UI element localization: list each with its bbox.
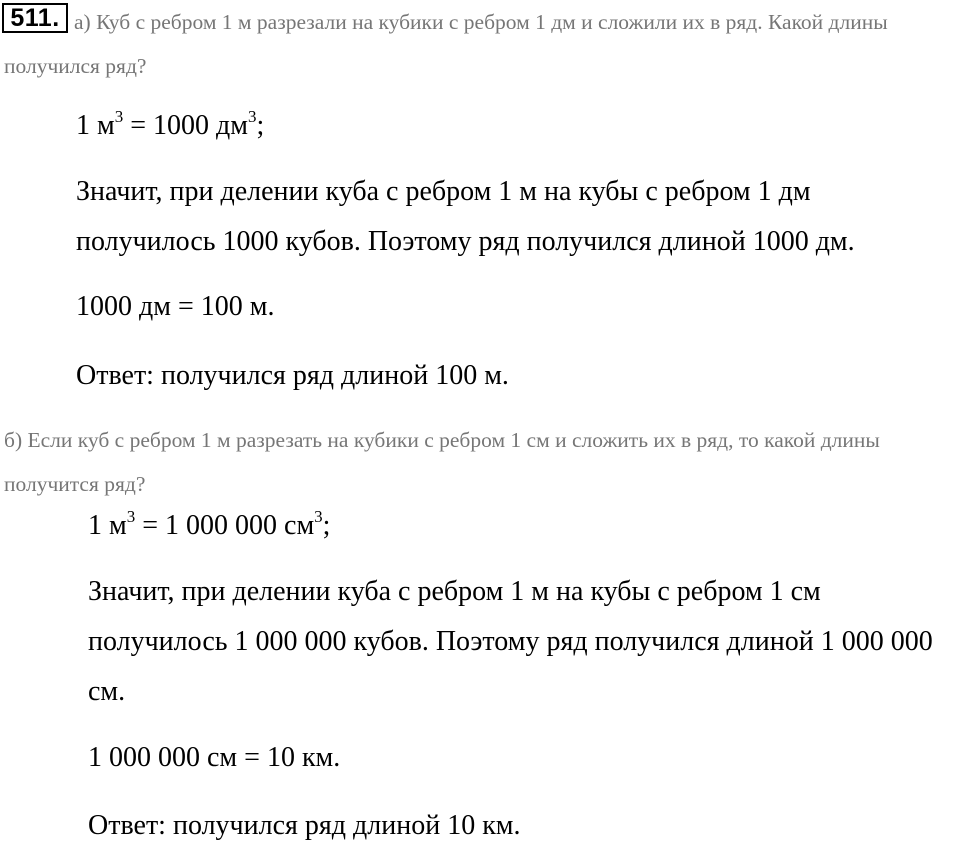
equation-b-middle: = 1 000 000 см — [135, 510, 315, 541]
equation-b-end: ; — [322, 510, 331, 541]
conversion-part-b: 1 000 000 см = 10 км. — [88, 742, 341, 773]
equation-a-left: 1 м — [76, 110, 115, 141]
equation-b-left: 1 м — [88, 510, 127, 541]
explanation-part-b: Значит, при делении куба с ребром 1 м на кубы с ребром 1 см получилось 1 000 000 кубов. Поэтому ряд получился длиной 1 000 000 см. — [88, 576, 933, 707]
equation-a-middle: = 1000 дм — [123, 110, 248, 141]
conversion-part-a: 1000 дм = 100 м. — [76, 291, 275, 322]
problem-number-box: 511. — [2, 3, 68, 33]
equation-b-exponent-1: 3 — [126, 507, 136, 526]
question-part-a: а) Куб с ребром 1 м разрезали на кубики с ребром 1 дм и сложили их в ряд. Какой длины получился ряд? — [4, 10, 888, 78]
answer-part-a: Ответ: получился ряд длиной 100 м. — [76, 360, 509, 391]
equation-b-exponent-2: 3 — [314, 507, 323, 526]
equation-a-exponent-2: 3 — [247, 107, 257, 126]
equation-part-b — [88, 509, 330, 543]
equation-part-a — [76, 109, 264, 143]
answer-part-b: Ответ: получился ряд длиной 10 км. — [88, 810, 521, 841]
explanation-part-a: Значит, при делении куба с ребром 1 м на кубы с ребром 1 дм получилось 1000 кубов. Поэтому ряд получился длиной 1000 дм. — [76, 176, 855, 257]
equation-a-end: ; — [256, 110, 265, 141]
question-part-b: б) Если куб с ребром 1 м разрезать на кубики с ребром 1 см и сложить их в ряд, то какой длины получится ряд? — [4, 428, 880, 496]
equation-a-exponent-1: 3 — [114, 107, 124, 126]
